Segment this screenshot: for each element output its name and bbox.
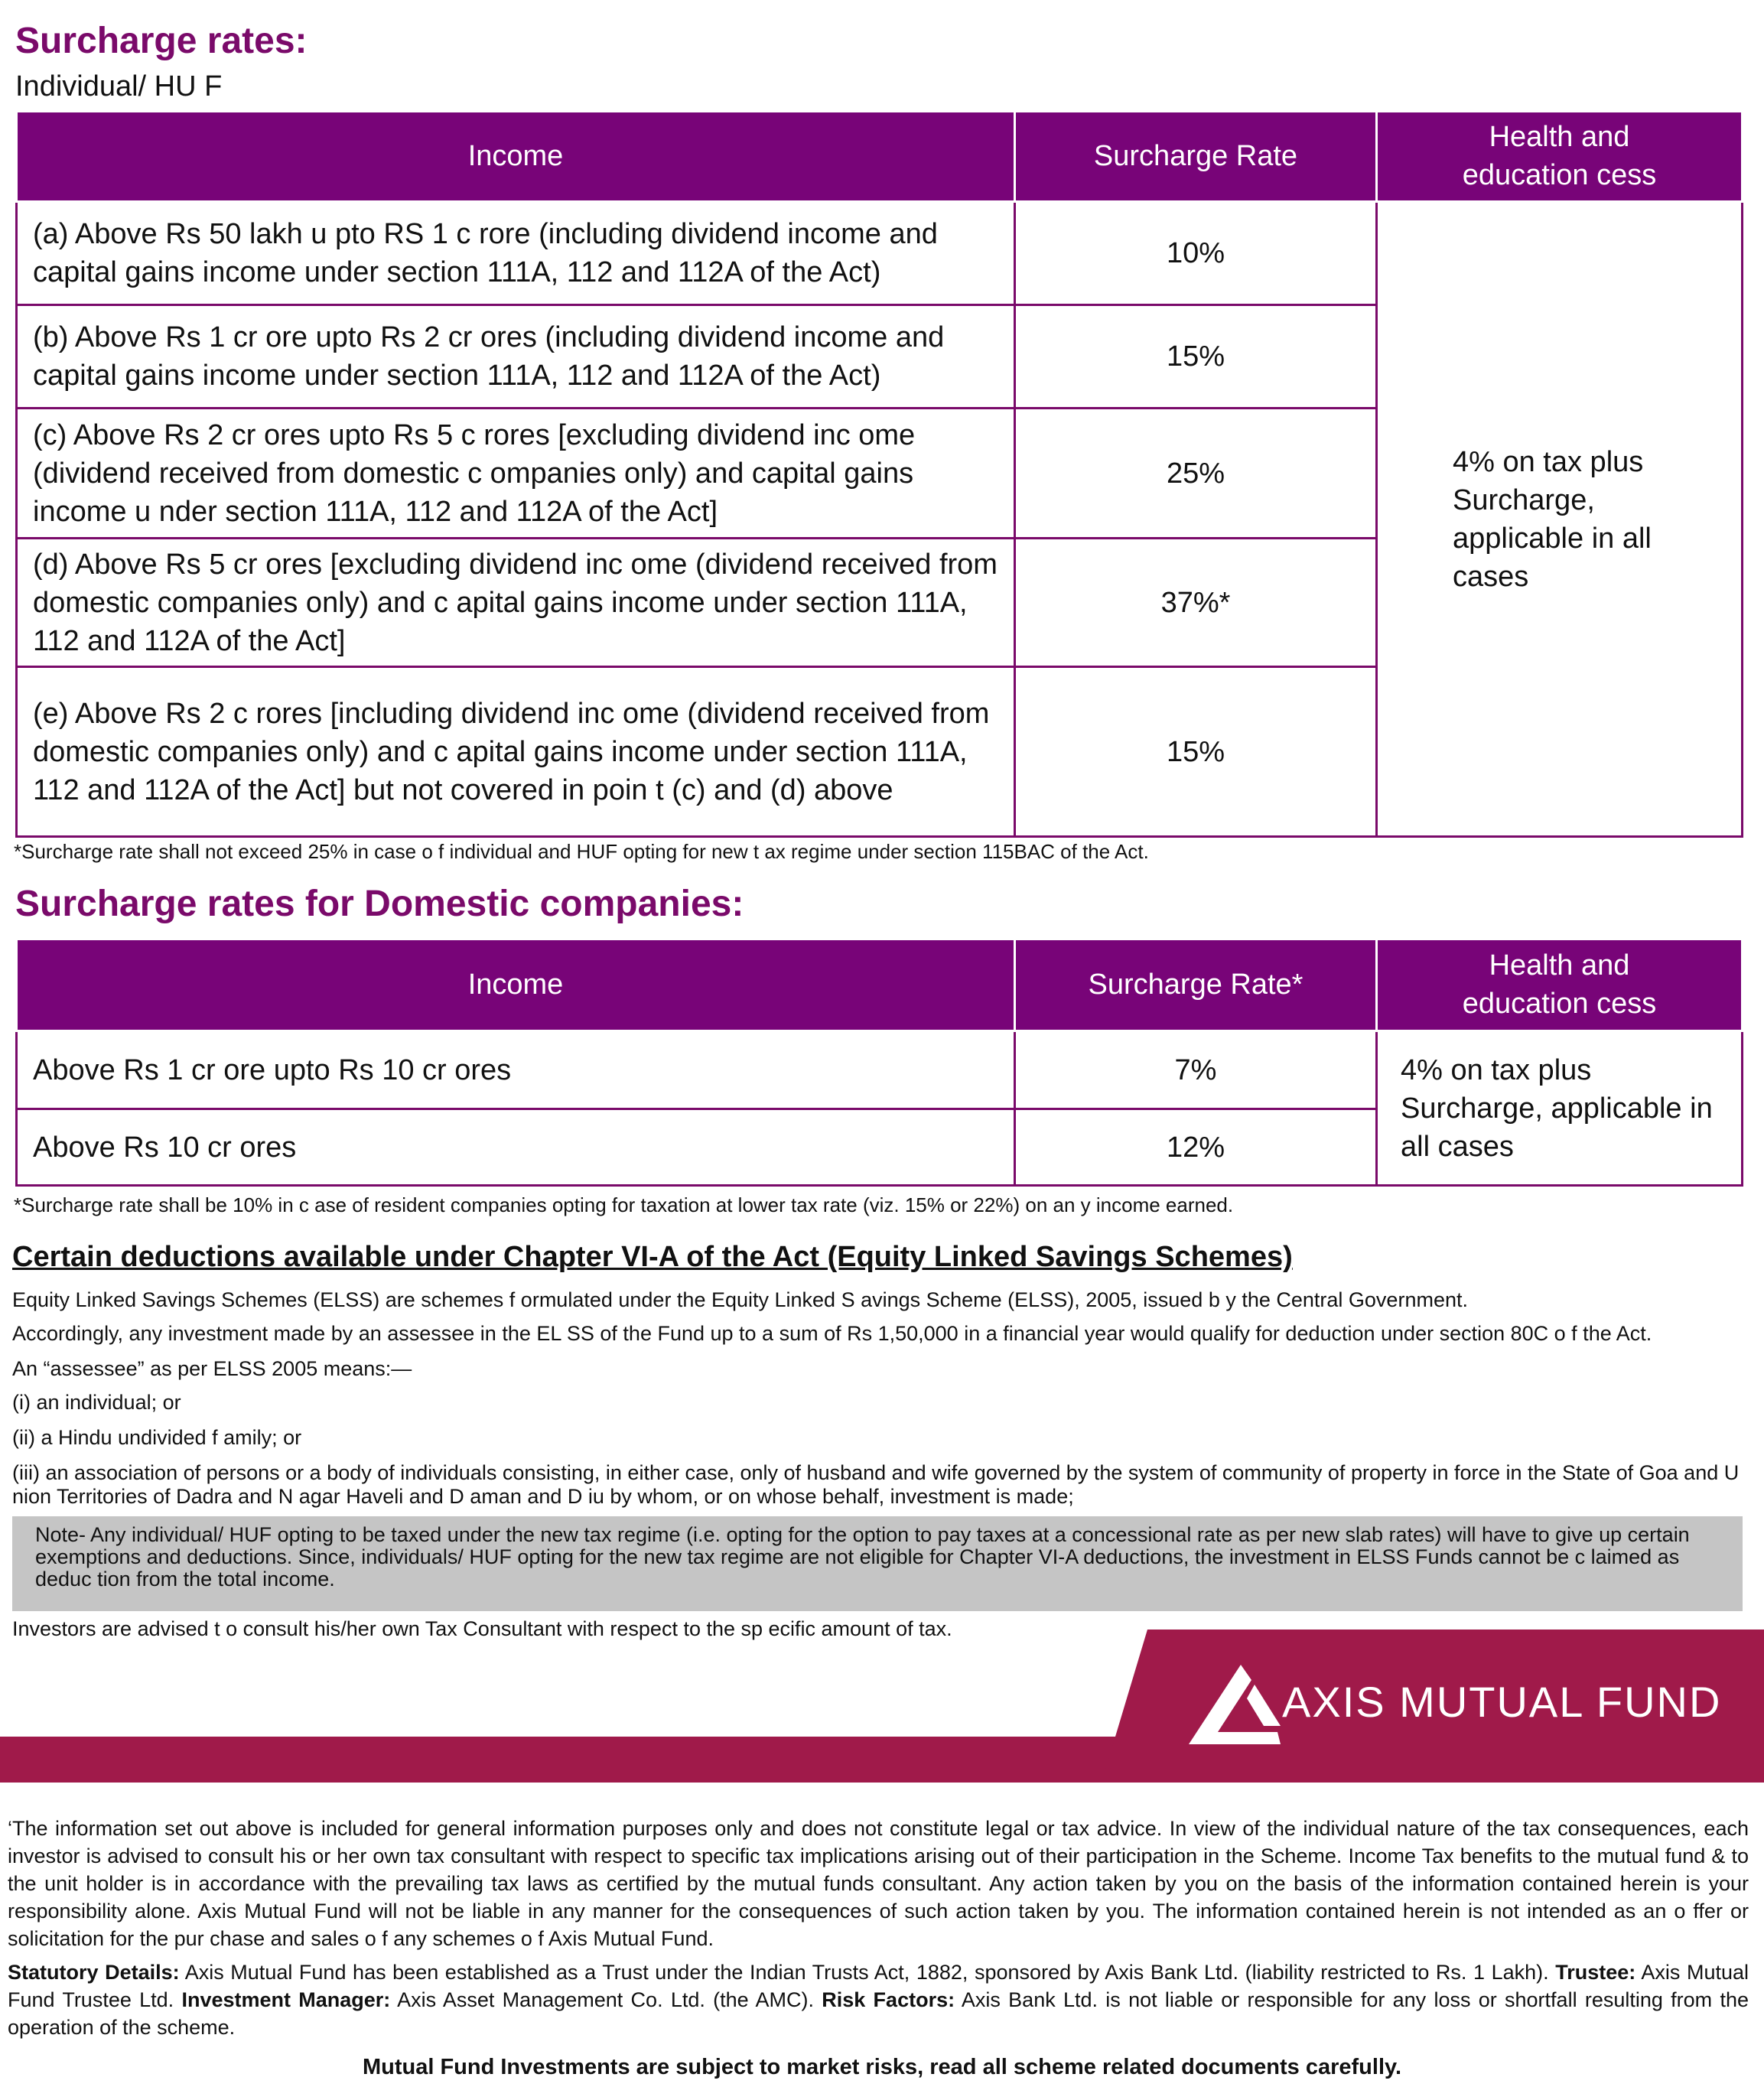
table-header-row bbox=[17, 112, 1743, 202]
table-row bbox=[17, 1031, 1743, 1109]
rate-cell: 15% bbox=[1015, 667, 1377, 837]
rate-cell: 25% bbox=[1015, 409, 1377, 539]
income-cell: Above Rs 10 cr ores bbox=[17, 1109, 1015, 1186]
risk-factors-text: Axis Bank Ltd. is not liable or responsible for any loss or shortfall resulting from the operation of the scheme. bbox=[8, 1988, 1749, 2039]
header-income: Income bbox=[17, 939, 1015, 1031]
brand-name: AXIS MUTUAL FUND bbox=[1282, 1678, 1722, 1726]
deductions-paragraph: (ii) a Hindu undivided f amily; or bbox=[12, 1426, 302, 1449]
deductions-paragraph: An “assessee” as per ELSS 2005 means:— bbox=[12, 1357, 412, 1380]
deductions-paragraph: (i) an individual; or bbox=[12, 1391, 181, 1414]
investment-manager-label: Investment Manager: bbox=[181, 1988, 391, 2011]
income-cell: (d) Above Rs 5 cr ores [excluding dividend inc ome (dividend received from domestic companies only) and c apital gains income under section 111A, 112 and 112A of the Act] bbox=[17, 539, 1015, 667]
table-row bbox=[17, 202, 1743, 305]
cess-cell: 4% on tax plus Surcharge, applicable in all cases bbox=[1377, 1031, 1743, 1186]
statutory-text: Axis Mutual Fund has been established as a Trust under the Indian Trusts Act, 1882, sponsored by Axis Bank Ltd. (liability restricted to Rs. 1 Lakh). bbox=[179, 1961, 1556, 1984]
rate-cell: 12% bbox=[1015, 1109, 1377, 1186]
table-header-row bbox=[17, 939, 1743, 1031]
header-cess: Health and education cess bbox=[1377, 939, 1743, 1031]
risk-factors-label: Risk Factors: bbox=[822, 1988, 955, 2011]
trustee-text: Axis Mutual Fund Trustee Ltd. bbox=[8, 1961, 1749, 2011]
header-surcharge-rate: Surcharge Rate* bbox=[1015, 939, 1377, 1031]
statutory-label: Statutory Details: bbox=[8, 1961, 180, 1984]
income-cell: (b) Above Rs 1 cr ore upto Rs 2 cr ores (including dividend income and capital gains income under section 111A, 112 and 112A of the Act) bbox=[17, 305, 1015, 409]
deductions-title: Certain deductions available under Chapter VI-A of the Act (Equity Linked Savings Schemes) bbox=[12, 1241, 1293, 1273]
deductions-paragraph: Accordingly, any investment made by an assessee in the EL SS of the Fund up to a sum of Rs 1,50,000 in a financial year would qualify for deduction under section 80C o f the Act. bbox=[12, 1322, 1652, 1345]
market-risk-warning: Mutual Fund Investments are subject to market risks, read all scheme related documents carefully. bbox=[362, 2055, 1402, 2079]
section2-footnote: *Surcharge rate shall be 10% in c ase of resident companies opting for taxation at lower tax rate (viz. 15% or 22%) on an y income earned. bbox=[14, 1193, 1234, 1216]
statutory-details bbox=[8, 1958, 1749, 2041]
investment-manager-text: Axis Asset Management Co. Ltd. (the AMC). bbox=[390, 1988, 822, 2011]
section1-footnote: *Surcharge rate shall not exceed 25% in case o f individual and HUF opting for new t ax regime under section 115BAC of the Act. bbox=[14, 840, 1149, 863]
rate-cell: 37%* bbox=[1015, 539, 1377, 667]
section2-title: Surcharge rates for Domestic companies: bbox=[15, 884, 744, 924]
cess-cell: 4% on tax plus Surcharge, applicable in all cases bbox=[1377, 202, 1743, 837]
tax-regime-note: Note- Any individual/ HUF opting to be taxed under the new tax regime (i.e. opting for the option to pay taxes at a concessional rate as per new slab rates) will have to give up certain exemptions and deductions. Since, individuals/ HUF opting for the new tax regime are not eligible for Chapter VI-A deductions, the investment in ELSS Funds cannot be c laimed as deduc tion from the total income. bbox=[12, 1516, 1743, 1611]
individual-surcharge-table bbox=[15, 110, 1743, 838]
rate-cell: 15% bbox=[1015, 305, 1377, 409]
income-cell: Above Rs 1 cr ore upto Rs 10 cr ores bbox=[17, 1031, 1015, 1109]
header-surcharge-rate: Surcharge Rate bbox=[1015, 112, 1377, 202]
company-surcharge-table bbox=[15, 938, 1743, 1187]
section1-title: Surcharge rates: bbox=[15, 21, 308, 61]
trustee-label: Trustee: bbox=[1555, 1961, 1636, 1984]
header-income: Income bbox=[17, 112, 1015, 202]
deductions-paragraph: Equity Linked Savings Schemes (ELSS) are schemes f ormulated under the Equity Linked S avings Scheme (ELSS), 2005, issued b y the Central Government. bbox=[12, 1288, 1468, 1311]
income-cell: (a) Above Rs 50 lakh u pto RS 1 c rore (including dividend income and capital gains income under section 111A, 112 and 112A of the Act) bbox=[17, 202, 1015, 305]
income-cell: (c) Above Rs 2 cr ores upto Rs 5 c rores [excluding dividend inc ome (dividend received from domestic c ompanies only) and capital gains income u nder section 111A, 112 and 112A of the Act] bbox=[17, 409, 1015, 539]
disclaimer-text: ‘The information set out above is included for general information purposes only and does not constitute legal or tax advice. In view of the individual nature of the tax consequences, each investor is advised to consult his or her own tax consultant with respect to specific tax implications arising out of their participation in the Scheme. Income Tax benefits to the mutual fund & to the unit holder is in accordance with the prevailing tax laws as certified by the mutual funds consultant. Any action taken by you on the basis of the information contained herein is your responsibility alone. Axis Mutual Fund will not be liable in any manner for the consequences of such action taken by you. The information contained herein is not intended as an o ffer or solicitation for the pur chase and sales o f any schemes o f Axis Mutual Fund. bbox=[8, 1817, 1749, 1950]
axis-logo-icon bbox=[1184, 1662, 1284, 1747]
rate-cell: 7% bbox=[1015, 1031, 1377, 1109]
deductions-paragraph: (iii) an association of persons or a body of individuals consisting, in either case, only of husband and wife governed by the system of community of property in force in the State of Goa and U nion Territories of Dadra and N agar Haveli and D aman and D iu by whom, or on whose behalf, investment is made; bbox=[12, 1461, 1740, 1508]
advice-text: Investors are advised t o consult his/her own Tax Consultant with respect to the sp ecific amount of tax. bbox=[12, 1617, 952, 1640]
header-cess: Health and education cess bbox=[1377, 112, 1743, 202]
rate-cell: 10% bbox=[1015, 202, 1377, 305]
income-cell: (e) Above Rs 2 c rores [including dividend inc ome (dividend received from domestic companies only) and c apital gains income under section 111A, 112 and 112A of the Act] but not covered in poin t (c) and (d) above bbox=[17, 667, 1015, 837]
section1-subtitle: Individual/ HU F bbox=[15, 70, 223, 103]
